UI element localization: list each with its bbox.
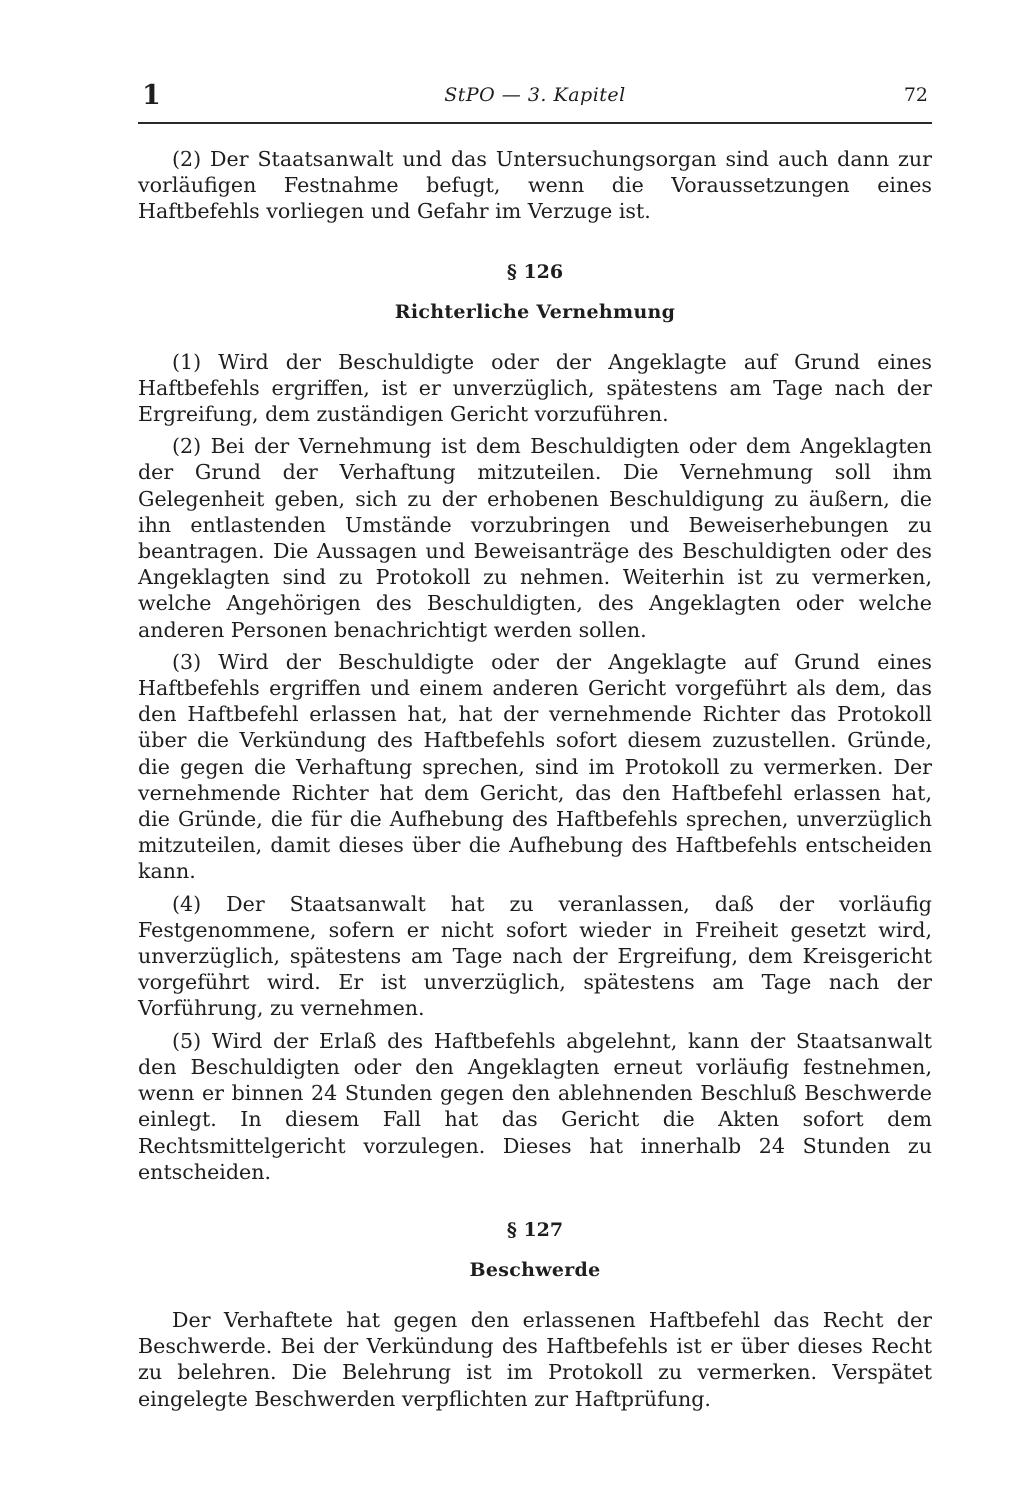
page-header bbox=[138, 78, 932, 124]
section-127-title: Beschwerde bbox=[469, 1258, 601, 1281]
section-126-paragraph-3: (3) Wird der Beschuldigte oder der Angeklagte auf Grund eines Haftbefehls ergriffen und einem anderen Gericht vorgeführt als dem, das den Haftbefehl erlassen hat, hat der vernehmende Richter das Protokoll über die Verkündung des Haftbefehls sofort diesem zuzustellen. Gründe, die gegen die Verhaftung sprechen, sind im Protokoll zu vermerken. Der vernehmende Richter hat dem Gericht, das den Haftbefehl erlassen hat, die Gründe, die für die Aufhebung des Haftbefehls sprechen, unverzüglich mitzuteilen, damit dieses über die Aufhebung des Haftbefehls entscheiden kann. bbox=[138, 649, 932, 884]
section-126-number: § 126 bbox=[506, 260, 564, 283]
intro-paragraph: (2) Der Staatsanwalt und das Untersuchungsorgan sind auch dann zur vorläufigen Festnahme befugt, wenn die Voraussetzungen eines Haftbefehls vorliegen und Gefahr im Verzuge ist. bbox=[138, 147, 932, 224]
section-126-paragraph-4: (4) Der Staatsanwalt hat zu veranlassen, daß der vorläufig Festgenommene, sofern er nicht sofort wieder in Freiheit gesetzt wird, unverzüglich, spätestens am Tage nach der Ergreifung, dem Kreisgericht vorgeführt wird. Er ist unverzüglich, spätestens am Tage nach der Vorführung, zu vernehmen. bbox=[138, 891, 932, 1021]
section-127-paragraph-1: Der Verhaftete hat gegen den erlassenen Haftbefehl das Recht der Beschwerde. Bei der Verkündung des Haftbefehls ist er über dieses Recht zu belehren. Die Belehrung ist im Protokoll zu vermerken. Verspätet eingelegte Beschwerden verpflichten zur Haftprüfung. bbox=[138, 1307, 932, 1411]
running-title: StPO — 3. Kapitel bbox=[444, 84, 626, 106]
section-126-paragraph-2: (2) Bei der Vernehmung ist dem Beschuldigten oder dem Angeklagten der Grund der Verhaftung mitzuteilen. Die Vernehmung soll ihm Gelegenheit geben, sich zu der erhobenen Beschuldigung zu äußern, die ihn entlastenden Umstände vorzubringen und Beweiserhebungen zu beantragen. Die Aussagen und Beweisanträge des Beschuldigten oder des Angeklagten sind zu Protokoll zu nehmen. Weiterhin ist zu vermerken, welche Angehörigen des Beschuldigten, des Angeklagten oder welche anderen Personen benachrichtigt werden sollen. bbox=[138, 434, 932, 642]
section-126-title: Richterliche Vernehmung bbox=[394, 300, 676, 323]
page-number: 72 bbox=[903, 84, 928, 106]
section-126-paragraph-1: (1) Wird der Beschuldigte oder der Angeklagte auf Grund eines Haftbefehls ergriffen, ist er unverzüglich, spätestens am Tage nach der Ergreifung, dem zuständigen Gericht vorzuführen. bbox=[138, 349, 932, 427]
chapter-number: 1 bbox=[142, 80, 161, 111]
document-page bbox=[138, 78, 932, 1418]
section-126-paragraph-5: (5) Wird der Erlaß des Haftbefehls abgelehnt, kann der Staatsanwalt den Beschuldigten oder den Angeklagten erneut vorläufig festnehmen, wenn er binnen 24 Stunden gegen den ablehnenden Beschluß Beschwerde einlegt. In diesem Fall hat das Gericht die Akten sofort dem Rechtsmittelgericht vorzulegen. Dieses hat innerhalb 24 Stunden zu entscheiden. bbox=[138, 1028, 932, 1184]
section-127-number: § 127 bbox=[506, 1218, 564, 1241]
